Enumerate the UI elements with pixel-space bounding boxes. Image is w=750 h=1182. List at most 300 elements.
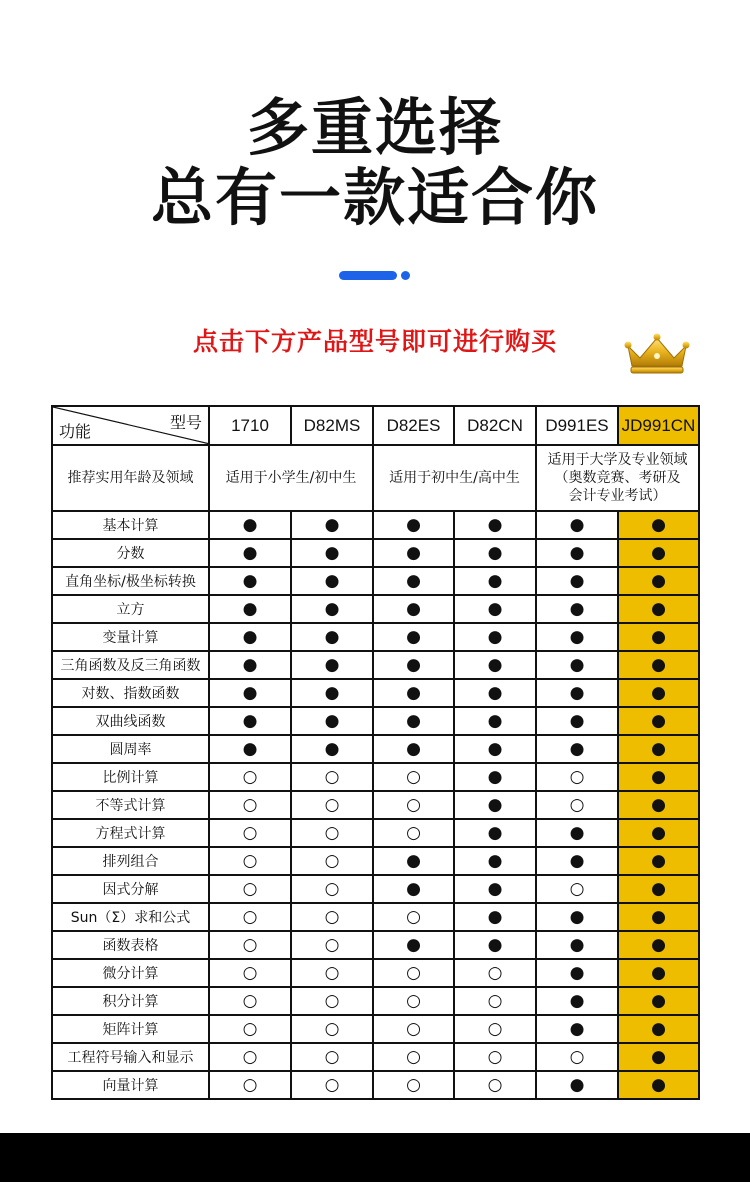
feature-row [52, 735, 699, 763]
feature-row [52, 707, 699, 735]
supported-dot-icon: ● [242, 654, 258, 675]
feature-name: 比例计算 [52, 763, 209, 791]
supported-dot-icon: ● [569, 654, 585, 675]
support-cell [454, 735, 536, 763]
headline-line-1: 多重选择 [246, 91, 503, 164]
unsupported-circle-icon: ○ [569, 766, 585, 787]
support-cell [373, 679, 454, 707]
supported-dot-icon: ● [324, 738, 340, 759]
feature-row [52, 903, 699, 931]
supported-dot-icon: ● [487, 598, 503, 619]
support-cell [536, 931, 618, 959]
support-cell [454, 623, 536, 651]
unsupported-circle-icon: ○ [324, 934, 340, 955]
support-cell [373, 567, 454, 595]
feature-name: 向量计算 [52, 1071, 209, 1099]
corner-cell [52, 406, 209, 445]
unsupported-circle-icon: ○ [406, 766, 421, 787]
support-cell [454, 651, 536, 679]
support-cell [536, 791, 618, 819]
support-cell [209, 651, 291, 679]
feature-row [52, 651, 699, 679]
supported-dot-icon: ● [651, 822, 666, 843]
unsupported-circle-icon: ○ [406, 822, 421, 843]
support-cell [454, 847, 536, 875]
supported-dot-icon: ● [569, 598, 585, 619]
support-cell [209, 875, 291, 903]
support-cell [291, 903, 373, 931]
support-cell [373, 595, 454, 623]
unsupported-circle-icon: ○ [242, 934, 258, 955]
supported-dot-icon: ● [406, 654, 421, 675]
feature-name: 微分计算 [52, 959, 209, 987]
support-cell [291, 567, 373, 595]
feature-name: 分数 [52, 539, 209, 567]
support-cell [373, 651, 454, 679]
support-cell [618, 623, 699, 651]
support-cell [536, 595, 618, 623]
feature-name: 方程式计算 [52, 819, 209, 847]
supported-dot-icon: ● [324, 626, 340, 647]
supported-dot-icon: ● [487, 934, 503, 955]
unsupported-circle-icon: ○ [324, 990, 340, 1011]
supported-dot-icon: ● [569, 738, 585, 759]
support-cell [536, 763, 618, 791]
support-cell [536, 679, 618, 707]
support-cell [209, 819, 291, 847]
support-cell [618, 959, 699, 987]
age-group-cell: 适用于大学及专业领域 （奥数竞赛、考研及 会计专业考试） [536, 445, 699, 511]
table-header-row [52, 406, 699, 445]
supported-dot-icon: ● [651, 654, 666, 675]
supported-dot-icon: ● [569, 1074, 585, 1095]
support-cell [536, 623, 618, 651]
support-cell [291, 763, 373, 791]
unsupported-circle-icon: ○ [324, 766, 340, 787]
unsupported-circle-icon: ○ [569, 878, 585, 899]
support-cell [618, 791, 699, 819]
footer-bar [0, 1133, 750, 1182]
supported-dot-icon: ● [569, 822, 585, 843]
supported-dot-icon: ● [406, 682, 421, 703]
unsupported-circle-icon: ○ [324, 1018, 340, 1039]
model-d82es-button[interactable]: D82ES [373, 406, 454, 445]
supported-dot-icon: ● [651, 1074, 666, 1095]
support-cell [373, 959, 454, 987]
support-cell [536, 875, 618, 903]
support-cell [618, 651, 699, 679]
support-cell [291, 987, 373, 1015]
support-cell [209, 679, 291, 707]
unsupported-circle-icon: ○ [406, 794, 421, 815]
feature-row [52, 959, 699, 987]
supported-dot-icon: ● [242, 738, 258, 759]
supported-dot-icon: ● [651, 570, 666, 591]
support-cell [373, 791, 454, 819]
feature-name: 立方 [52, 595, 209, 623]
accent-bar [339, 271, 397, 280]
supported-dot-icon: ● [324, 542, 340, 563]
support-cell [291, 623, 373, 651]
supported-dot-icon: ● [487, 626, 503, 647]
support-cell [291, 539, 373, 567]
support-cell [536, 651, 618, 679]
supported-dot-icon: ● [651, 962, 666, 983]
support-cell [291, 847, 373, 875]
supported-dot-icon: ● [242, 514, 258, 535]
support-cell [209, 931, 291, 959]
unsupported-circle-icon: ○ [324, 962, 340, 983]
support-cell [536, 1043, 618, 1071]
supported-dot-icon: ● [651, 794, 666, 815]
age-group-cell: 适用于初中生/高中生 [373, 445, 536, 511]
supported-dot-icon: ● [487, 710, 503, 731]
supported-dot-icon: ● [651, 710, 666, 731]
support-cell [373, 1071, 454, 1099]
age-row-label: 推荐实用年龄及领域 [52, 445, 209, 511]
support-cell [454, 959, 536, 987]
support-cell [454, 707, 536, 735]
age-group-cell: 适用于小学生/初中生 [209, 445, 373, 511]
supported-dot-icon: ● [324, 570, 340, 591]
feature-row [52, 819, 699, 847]
supported-dot-icon: ● [242, 682, 258, 703]
support-cell [373, 819, 454, 847]
unsupported-circle-icon: ○ [406, 906, 421, 927]
support-cell [618, 539, 699, 567]
supported-dot-icon: ● [242, 570, 258, 591]
support-cell [454, 763, 536, 791]
support-cell [618, 1071, 699, 1099]
unsupported-circle-icon: ○ [406, 962, 421, 983]
unsupported-circle-icon: ○ [487, 1046, 503, 1067]
purchase-hint-text: 点击下方产品型号即可进行购买 [192, 327, 557, 356]
unsupported-circle-icon: ○ [487, 990, 503, 1011]
supported-dot-icon: ● [569, 990, 585, 1011]
feature-row [52, 539, 699, 567]
support-cell [618, 1043, 699, 1071]
supported-dot-icon: ● [569, 850, 585, 871]
model-1710-button[interactable]: 1710 [209, 406, 291, 445]
unsupported-circle-icon: ○ [324, 878, 340, 899]
support-cell [536, 539, 618, 567]
feature-name: 双曲线函数 [52, 707, 209, 735]
supported-dot-icon: ● [487, 654, 503, 675]
supported-dot-icon: ● [651, 934, 666, 955]
unsupported-circle-icon: ○ [569, 1046, 585, 1067]
accent-dot [401, 271, 410, 280]
support-cell [209, 903, 291, 931]
support-cell [209, 791, 291, 819]
support-cell [209, 595, 291, 623]
supported-dot-icon: ● [651, 626, 666, 647]
support-cell [373, 1043, 454, 1071]
feature-row [52, 931, 699, 959]
support-cell [373, 1015, 454, 1043]
unsupported-circle-icon: ○ [242, 766, 258, 787]
supported-dot-icon: ● [569, 710, 585, 731]
supported-dot-icon: ● [406, 514, 421, 535]
unsupported-circle-icon: ○ [242, 822, 258, 843]
support-cell [536, 903, 618, 931]
supported-dot-icon: ● [651, 990, 666, 1011]
support-cell [454, 931, 536, 959]
support-cell [209, 1043, 291, 1071]
support-cell [291, 651, 373, 679]
unsupported-circle-icon: ○ [569, 794, 585, 815]
crown-icon [622, 332, 692, 376]
unsupported-circle-icon: ○ [324, 1046, 340, 1067]
support-cell [291, 679, 373, 707]
feature-name: 工程符号输入和显示 [52, 1043, 209, 1071]
unsupported-circle-icon: ○ [406, 1018, 421, 1039]
feature-row [52, 763, 699, 791]
feature-row [52, 987, 699, 1015]
support-cell [373, 847, 454, 875]
support-cell [536, 819, 618, 847]
support-cell [454, 875, 536, 903]
supported-dot-icon: ● [324, 598, 340, 619]
support-cell [209, 987, 291, 1015]
supported-dot-icon: ● [406, 934, 421, 955]
unsupported-circle-icon: ○ [242, 1046, 258, 1067]
unsupported-circle-icon: ○ [324, 794, 340, 815]
support-cell [536, 959, 618, 987]
supported-dot-icon: ● [242, 598, 258, 619]
supported-dot-icon: ● [487, 822, 503, 843]
supported-dot-icon: ● [651, 1018, 666, 1039]
model-d82cn-button[interactable]: D82CN [454, 406, 536, 445]
support-cell [209, 567, 291, 595]
support-cell [536, 1071, 618, 1099]
support-cell [209, 623, 291, 651]
support-cell [291, 1043, 373, 1071]
support-cell [536, 511, 618, 539]
supported-dot-icon: ● [487, 794, 503, 815]
support-cell [209, 511, 291, 539]
supported-dot-icon: ● [406, 542, 421, 563]
support-cell [291, 735, 373, 763]
model-jd991cn-button[interactable]: JD991CN [618, 406, 699, 445]
supported-dot-icon: ● [569, 570, 585, 591]
support-cell [618, 903, 699, 931]
unsupported-circle-icon: ○ [487, 962, 503, 983]
supported-dot-icon: ● [651, 878, 666, 899]
feature-name: 对数、指数函数 [52, 679, 209, 707]
unsupported-circle-icon: ○ [324, 822, 340, 843]
support-cell [454, 819, 536, 847]
support-cell [373, 903, 454, 931]
support-cell [209, 735, 291, 763]
supported-dot-icon: ● [406, 710, 421, 731]
support-cell [209, 959, 291, 987]
support-cell [618, 987, 699, 1015]
unsupported-circle-icon: ○ [406, 990, 421, 1011]
feature-name: 基本计算 [52, 511, 209, 539]
unsupported-circle-icon: ○ [242, 794, 258, 815]
feature-name: 积分计算 [52, 987, 209, 1015]
supported-dot-icon: ● [487, 542, 503, 563]
feature-name: 因式分解 [52, 875, 209, 903]
supported-dot-icon: ● [569, 934, 585, 955]
support-cell [209, 539, 291, 567]
feature-row [52, 791, 699, 819]
support-cell [618, 567, 699, 595]
support-cell [618, 595, 699, 623]
unsupported-circle-icon: ○ [324, 906, 340, 927]
supported-dot-icon: ● [569, 906, 585, 927]
feature-row [52, 875, 699, 903]
supported-dot-icon: ● [324, 682, 340, 703]
model-d991es-button[interactable]: D991ES [536, 406, 618, 445]
support-cell [454, 539, 536, 567]
unsupported-circle-icon: ○ [487, 1074, 503, 1095]
unsupported-circle-icon: ○ [242, 878, 258, 899]
support-cell [373, 539, 454, 567]
supported-dot-icon: ● [569, 962, 585, 983]
support-cell [209, 1071, 291, 1099]
feature-name: 变量计算 [52, 623, 209, 651]
support-cell [373, 735, 454, 763]
supported-dot-icon: ● [406, 598, 421, 619]
support-cell [209, 847, 291, 875]
feature-row [52, 679, 699, 707]
support-cell [373, 763, 454, 791]
unsupported-circle-icon: ○ [242, 962, 258, 983]
unsupported-circle-icon: ○ [487, 1018, 503, 1039]
support-cell [536, 987, 618, 1015]
feature-name: 排列组合 [52, 847, 209, 875]
support-cell [291, 511, 373, 539]
support-cell [291, 791, 373, 819]
supported-dot-icon: ● [569, 682, 585, 703]
supported-dot-icon: ● [406, 878, 421, 899]
support-cell [618, 875, 699, 903]
corner-model-label: 型号 [169, 413, 202, 432]
supported-dot-icon: ● [487, 570, 503, 591]
supported-dot-icon: ● [569, 542, 585, 563]
support-cell [454, 903, 536, 931]
supported-dot-icon: ● [569, 1018, 585, 1039]
support-cell [618, 931, 699, 959]
support-cell [454, 1043, 536, 1071]
supported-dot-icon: ● [487, 738, 503, 759]
support-cell [209, 707, 291, 735]
supported-dot-icon: ● [487, 906, 503, 927]
support-cell [536, 735, 618, 763]
supported-dot-icon: ● [487, 850, 503, 871]
supported-dot-icon: ● [487, 878, 503, 899]
unsupported-circle-icon: ○ [242, 850, 258, 871]
support-cell [373, 875, 454, 903]
support-cell [536, 707, 618, 735]
feature-row [52, 623, 699, 651]
support-cell [373, 511, 454, 539]
feature-row [52, 567, 699, 595]
support-cell [618, 735, 699, 763]
feature-row [52, 1071, 699, 1099]
supported-dot-icon: ● [651, 738, 666, 759]
feature-name: Sun（Σ）求和公式 [52, 903, 209, 931]
support-cell [618, 763, 699, 791]
comparison-table [51, 405, 700, 1100]
support-cell [454, 1071, 536, 1099]
feature-name: 不等式计算 [52, 791, 209, 819]
feature-name: 圆周率 [52, 735, 209, 763]
support-cell [373, 931, 454, 959]
support-cell [291, 595, 373, 623]
supported-dot-icon: ● [242, 710, 258, 731]
supported-dot-icon: ● [651, 1046, 666, 1067]
supported-dot-icon: ● [406, 738, 421, 759]
unsupported-circle-icon: ○ [242, 1074, 258, 1095]
supported-dot-icon: ● [569, 626, 585, 647]
unsupported-circle-icon: ○ [406, 1074, 421, 1095]
feature-row [52, 847, 699, 875]
support-cell [291, 959, 373, 987]
supported-dot-icon: ● [651, 682, 666, 703]
support-cell [536, 1015, 618, 1043]
supported-dot-icon: ● [651, 766, 666, 787]
unsupported-circle-icon: ○ [406, 1046, 421, 1067]
support-cell [454, 987, 536, 1015]
supported-dot-icon: ● [569, 514, 585, 535]
support-cell [618, 707, 699, 735]
unsupported-circle-icon: ○ [242, 990, 258, 1011]
support-cell [536, 567, 618, 595]
supported-dot-icon: ● [651, 514, 666, 535]
corner-feature-label: 功能 [59, 422, 92, 441]
support-cell [618, 1015, 699, 1043]
supported-dot-icon: ● [242, 626, 258, 647]
supported-dot-icon: ● [406, 570, 421, 591]
unsupported-circle-icon: ○ [242, 1018, 258, 1039]
support-cell [536, 847, 618, 875]
support-cell [291, 931, 373, 959]
support-cell [454, 1015, 536, 1043]
feature-name: 函数表格 [52, 931, 209, 959]
support-cell [373, 707, 454, 735]
supported-dot-icon: ● [406, 626, 421, 647]
support-cell [454, 567, 536, 595]
supported-dot-icon: ● [487, 514, 503, 535]
support-cell [291, 1015, 373, 1043]
support-cell [209, 1015, 291, 1043]
support-cell [373, 623, 454, 651]
supported-dot-icon: ● [324, 514, 340, 535]
age-range-row [52, 445, 699, 511]
supported-dot-icon: ● [487, 682, 503, 703]
feature-name: 三角函数及反三角函数 [52, 651, 209, 679]
support-cell [454, 595, 536, 623]
model-d82ms-button[interactable]: D82MS [291, 406, 373, 445]
support-cell [454, 511, 536, 539]
unsupported-circle-icon: ○ [324, 1074, 340, 1095]
support-cell [291, 875, 373, 903]
supported-dot-icon: ● [651, 542, 666, 563]
support-cell [618, 847, 699, 875]
unsupported-circle-icon: ○ [242, 906, 258, 927]
support-cell [291, 707, 373, 735]
supported-dot-icon: ● [406, 850, 421, 871]
support-cell [618, 679, 699, 707]
feature-row [52, 1015, 699, 1043]
headline-line-2: 总有一款适合你 [150, 161, 599, 234]
feature-name: 直角坐标/极坐标转换 [52, 567, 209, 595]
unsupported-circle-icon: ○ [324, 850, 340, 871]
feature-name: 矩阵计算 [52, 1015, 209, 1043]
support-cell [209, 763, 291, 791]
